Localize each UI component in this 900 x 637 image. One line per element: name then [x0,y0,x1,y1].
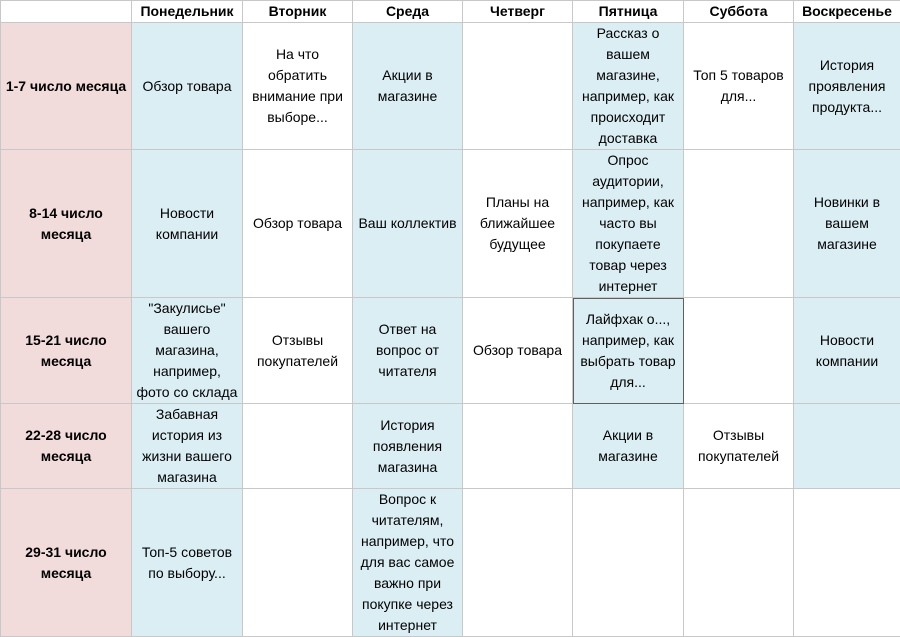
calendar-cell[interactable]: Новости компании [132,150,243,298]
calendar-cell[interactable]: История проявления продукта... [794,23,900,150]
calendar-cell[interactable]: Акции в магазине [353,23,463,150]
calendar-cell[interactable] [463,489,573,637]
calendar-cell[interactable] [684,298,794,404]
week-label: 1-7 число месяца [1,23,132,150]
week-label: 22-28 число месяца [1,404,132,489]
calendar-cell[interactable] [794,404,900,489]
calendar-cell[interactable]: Забавная история из жизни вашего магазина [132,404,243,489]
week-label: 15-21 число месяца [1,298,132,404]
calendar-cell[interactable]: Топ-5 советов по выбору... [132,489,243,637]
calendar-cell[interactable]: На что обратить внимание при выборе... [243,23,353,150]
day-header-thursday: Четверг [463,1,573,23]
week-row [1,23,900,150]
calendar-cell[interactable]: Ответ на вопрос от читателя [353,298,463,404]
calendar-cell[interactable]: Опрос аудитории, например, как часто вы покупаете товар через интернет [573,150,684,298]
calendar-cell[interactable]: Отзывы покупателей [684,404,794,489]
week-label: 29-31 число месяца [1,489,132,637]
calendar-cell[interactable]: История появления магазина [353,404,463,489]
calendar-cell[interactable]: Ваш коллектив [353,150,463,298]
calendar-cell[interactable]: Новости компании [794,298,900,404]
calendar-cell[interactable]: Планы на ближайшее будущее [463,150,573,298]
week-row [1,489,900,637]
day-header-wednesday: Среда [353,1,463,23]
calendar-cell[interactable]: Обзор товара [243,150,353,298]
day-header-monday: Понедельник [132,1,243,23]
day-header-saturday: Суббота [684,1,794,23]
week-row [1,298,900,404]
day-header-sunday: Воскресенье [794,1,900,23]
calendar-cell[interactable] [243,404,353,489]
week-label: 8-14 число месяца [1,150,132,298]
calendar-cell[interactable] [794,489,900,637]
calendar-cell[interactable] [463,23,573,150]
calendar-cell[interactable] [463,404,573,489]
calendar-cell[interactable] [684,489,794,637]
calendar-cell[interactable]: Рассказ о вашем магазине, например, как происходит доставка [573,23,684,150]
calendar-cell[interactable]: Вопрос к читателям, например, что для вас самое важно при покупке через интернет [353,489,463,637]
calendar-cell-selected[interactable]: Лайфхак о..., например, как выбрать товар для... [573,298,684,404]
calendar-cell[interactable]: Топ 5 товаров для... [684,23,794,150]
calendar-cell[interactable]: "Закулисье" вашего магазина, например, фото со склада [132,298,243,404]
header-row [1,1,900,23]
calendar-cell[interactable]: Новинки в вашем магазине [794,150,900,298]
corner-cell [1,1,132,23]
week-row [1,150,900,298]
week-row [1,404,900,489]
day-header-tuesday: Вторник [243,1,353,23]
calendar-cell[interactable]: Обзор товара [463,298,573,404]
calendar-cell[interactable] [243,489,353,637]
calendar-cell[interactable] [684,150,794,298]
calendar-cell[interactable]: Акции в магазине [573,404,684,489]
calendar-cell[interactable] [573,489,684,637]
calendar-cell[interactable]: Отзывы покупателей [243,298,353,404]
day-header-friday: Пятница [573,1,684,23]
calendar-cell[interactable]: Обзор товара [132,23,243,150]
